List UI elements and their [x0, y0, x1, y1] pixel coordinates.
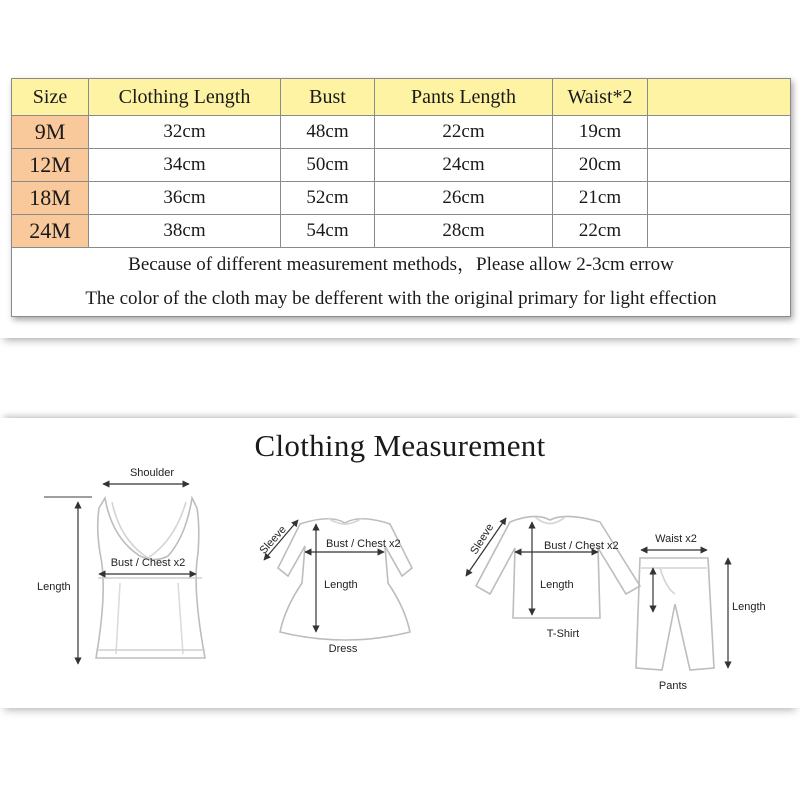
header-clothing-length: Clothing Length: [89, 79, 281, 116]
table-cell: [648, 215, 791, 248]
table-cell: 52cm: [281, 182, 375, 215]
size-cell: 12M: [12, 149, 89, 182]
table-row: [12, 116, 791, 149]
table-cell: 32cm: [89, 116, 281, 149]
table-cell: [648, 149, 791, 182]
header-bust: Bust: [281, 79, 375, 116]
table-cell: 21cm: [553, 182, 648, 215]
pants-caption: Pants: [658, 680, 688, 692]
size-cell: 9M: [12, 116, 89, 149]
table-row: [12, 149, 791, 182]
pants-length-label: Length: [732, 601, 766, 613]
tshirt-bust-label: Bust / Chest x2: [544, 540, 619, 552]
vest-length-label: Length: [37, 581, 71, 593]
note-row: [12, 282, 791, 317]
table-cell: [648, 182, 791, 215]
tshirt-sleeve-label: Sleeve: [468, 521, 497, 557]
table-cell: 24cm: [375, 149, 553, 182]
table-cell: 22cm: [375, 116, 553, 149]
header-pants-length: Pants Length: [375, 79, 553, 116]
table-cell: 22cm: [553, 215, 648, 248]
table-cell: 34cm: [89, 149, 281, 182]
table-cell: 36cm: [89, 182, 281, 215]
measurement-note: Because of different measurement methods，Please allow 2-3cm errow: [12, 248, 791, 283]
table-cell: 48cm: [281, 116, 375, 149]
table-row: [12, 215, 791, 248]
table-cell: 28cm: [375, 215, 553, 248]
vest-figure: [96, 498, 205, 658]
header-size: Size: [12, 79, 89, 116]
table-cell: 38cm: [89, 215, 281, 248]
table-cell: [648, 116, 791, 149]
tshirt-length-label: Length: [540, 579, 574, 591]
vest-measure-lines: [44, 484, 196, 664]
size-cell: 24M: [12, 215, 89, 248]
table-header-row: [12, 79, 791, 116]
dress-sleeve-label: Sleeve: [257, 523, 289, 557]
header-empty: [648, 79, 791, 116]
size-table: [11, 78, 791, 317]
table-cell: 26cm: [375, 182, 553, 215]
pants-waist-label: Waist x2: [655, 533, 697, 545]
table-row: [12, 182, 791, 215]
table-cell: 50cm: [281, 149, 375, 182]
table-cell: 20cm: [553, 149, 648, 182]
vest-shoulder-label: Shoulder: [129, 467, 175, 479]
measurement-title: Clothing Measurement: [254, 428, 546, 463]
size-cell: 18M: [12, 182, 89, 215]
note-row: [12, 248, 791, 283]
color-note: The color of the cloth may be defferent with the original primary for light effection: [12, 282, 791, 317]
tshirt-figure: [476, 516, 640, 618]
dress-length-label: Length: [324, 579, 358, 591]
table-cell: 19cm: [553, 116, 648, 149]
measurement-diagram: [0, 418, 800, 708]
vest-bust-label: Bust / Chest x2: [110, 557, 186, 569]
dress-bust-label: Bust / Chest x2: [326, 538, 401, 550]
header-waist: Waist*2: [553, 79, 648, 116]
tshirt-caption: T-Shirt: [546, 628, 580, 640]
dress-caption: Dress: [328, 643, 358, 655]
table-cell: 54cm: [281, 215, 375, 248]
pants-figure: [636, 558, 714, 670]
